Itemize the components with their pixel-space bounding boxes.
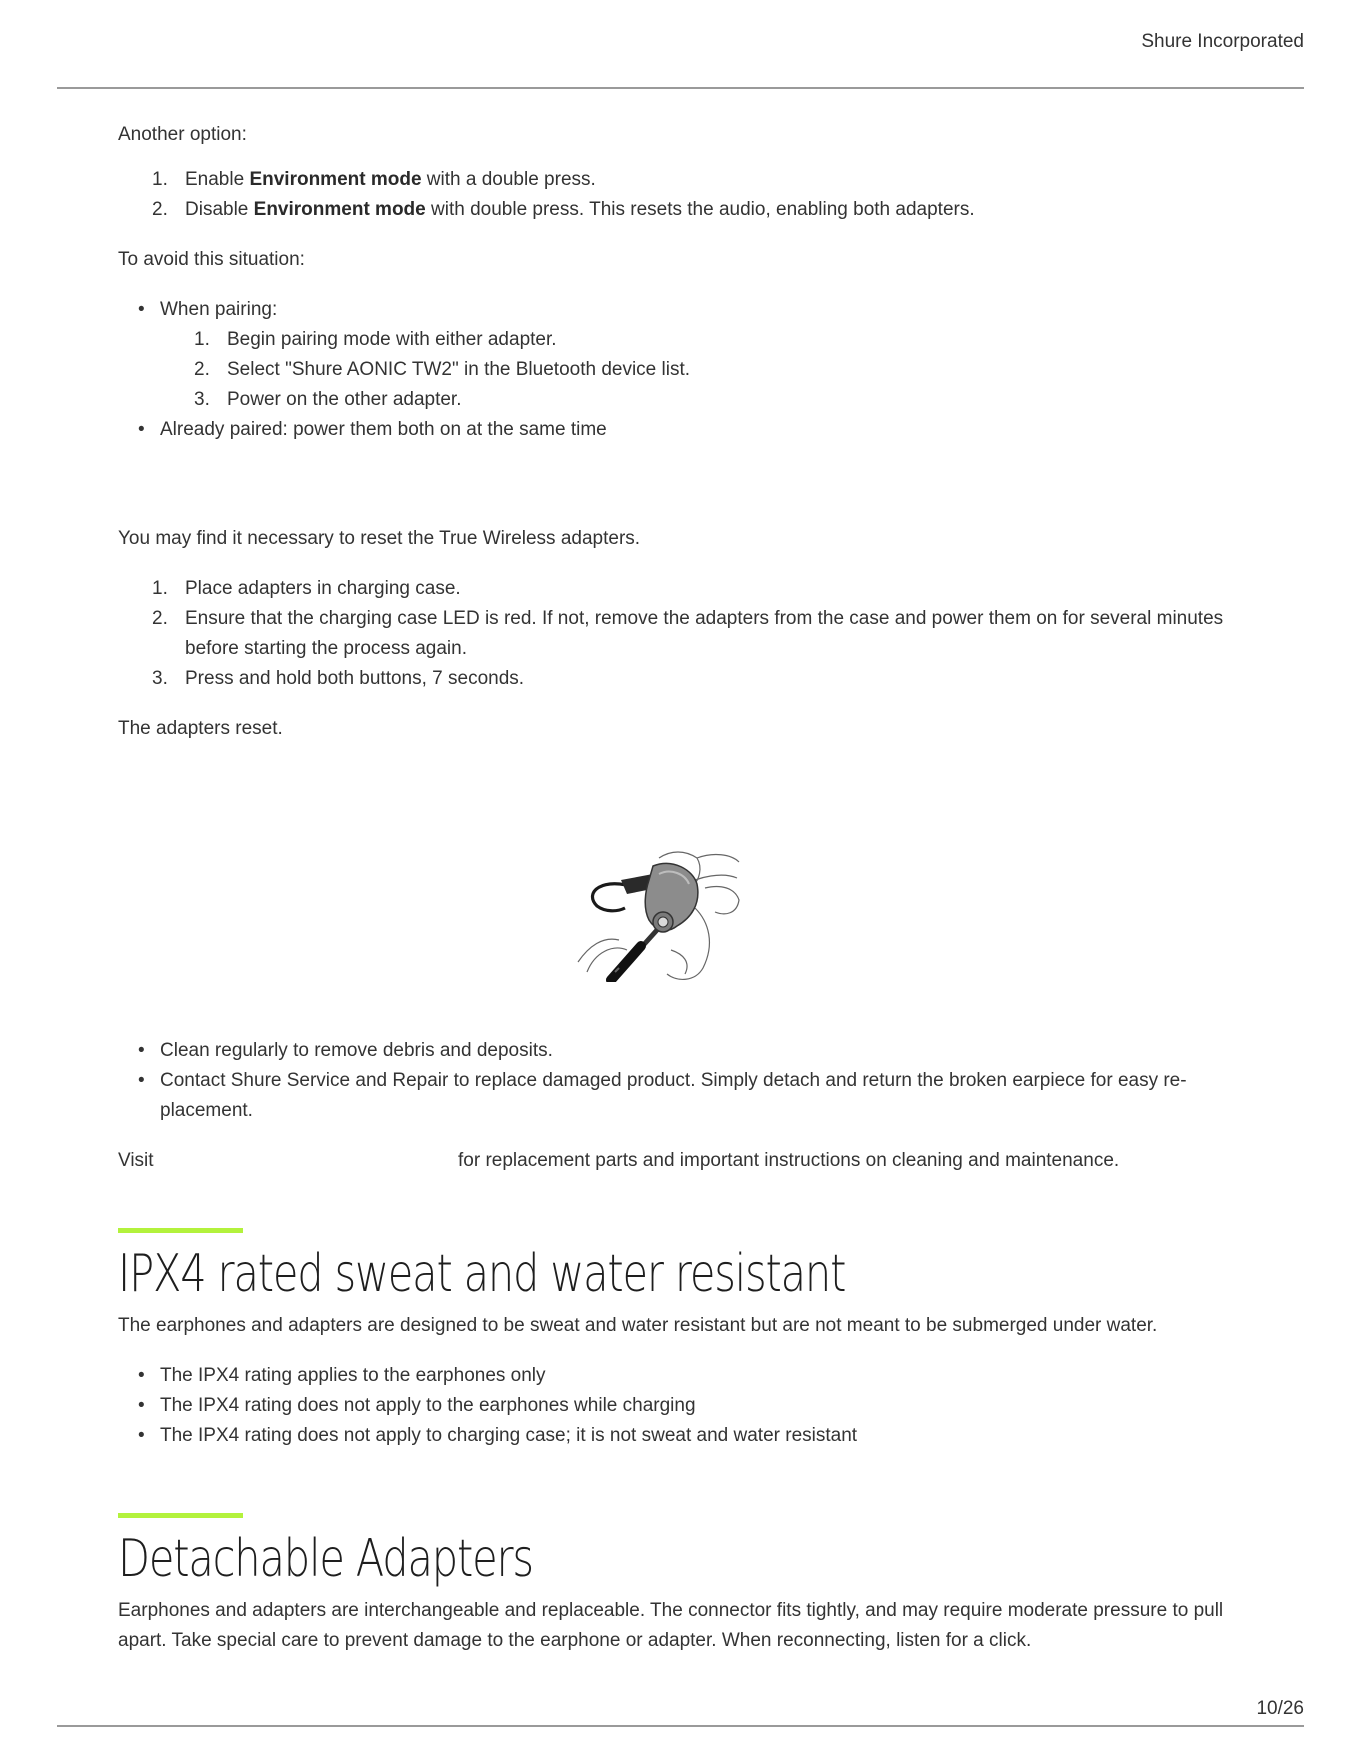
page-number: 10/26 xyxy=(1256,1698,1304,1719)
section-accent-bar xyxy=(118,1513,243,1518)
list-item xyxy=(160,325,1248,355)
step-number: 2. xyxy=(194,359,210,380)
care-list xyxy=(118,1036,1248,1126)
list-item xyxy=(160,355,1248,385)
step-text: Press and hold both buttons, 7 seconds. xyxy=(185,668,525,689)
step-text: Select "Shure AONIC TW2" in the Bluetooth device list. xyxy=(227,359,691,380)
step-text: Disable xyxy=(185,199,254,220)
environment-steps xyxy=(118,165,1248,225)
reset-steps xyxy=(118,574,1248,694)
step-text: Power on the other adapter. xyxy=(227,389,462,410)
list-item xyxy=(118,165,1248,195)
bullet: • xyxy=(138,1070,145,1091)
step-text: Enable xyxy=(185,169,250,190)
bullet: • xyxy=(138,1425,145,1446)
step-text: Begin pairing mode with either adapter. xyxy=(227,329,557,350)
ipx4-text: The IPX4 rating does not apply to the earphones while charging xyxy=(160,1395,696,1416)
step-number: 1. xyxy=(152,169,168,190)
bullet: • xyxy=(138,1395,145,1416)
bullet: • xyxy=(138,419,145,440)
step-text: Place adapters in charging case. xyxy=(185,578,461,599)
visit-line xyxy=(118,1146,1248,1176)
step-text: Ensure that the charging case LED is red. If not, remove the adapters from the case and power them on for several minutes before starting the process again. xyxy=(185,608,1224,659)
list-item xyxy=(118,604,1248,664)
visit-text: Visit xyxy=(118,1150,154,1171)
step-text: with a double press. xyxy=(421,169,596,190)
step-bold: Environment mode xyxy=(249,169,422,190)
list-item xyxy=(118,295,1248,415)
visit-text: for replacement parts and important instructions on cleaning and maintenance. xyxy=(458,1150,1120,1171)
ipx4-list xyxy=(118,1361,1248,1451)
avoid-intro: To avoid this situation: xyxy=(118,249,305,270)
step-number: 2. xyxy=(152,608,168,629)
when-pairing-label: When pairing: xyxy=(160,299,278,320)
reset-intro: You may find it necessary to reset the True Wireless adapters. xyxy=(118,528,641,549)
step-text: with double press. This resets the audio, enabling both adapters. xyxy=(425,199,975,220)
list-item xyxy=(118,195,1248,225)
bullet: • xyxy=(138,1365,145,1386)
section-title-ipx4: IPX4 rated sweat and water resistant xyxy=(118,1244,846,1304)
step-number: 1. xyxy=(152,578,168,599)
list-item xyxy=(118,1036,1248,1066)
list-item xyxy=(118,574,1248,604)
detachable-body: Earphones and adapters are interchangeable and replaceable. The connector fits tightly, and may require moderate pressure to pull apart. Take special care to prevent damage to the earphone or adapter. When reconnecting, listen for a click. xyxy=(118,1600,1224,1651)
earphone-adapter-illustration xyxy=(575,850,740,982)
list-item xyxy=(118,1361,1248,1391)
bullet: • xyxy=(138,1040,145,1061)
bullet: • xyxy=(138,299,145,320)
care-text: Contact Shure Service and Repair to replace damaged product. Simply detach and return the broken earpiece for easy re-placement. xyxy=(160,1070,1187,1121)
reset-result: The adapters reset. xyxy=(118,718,283,739)
already-paired-text: Already paired: power them both on at the same time xyxy=(160,419,607,440)
list-item xyxy=(118,1391,1248,1421)
step-number: 1. xyxy=(194,329,210,350)
section-title-detachable: Detachable Adapters xyxy=(118,1529,533,1589)
page-header xyxy=(57,0,1304,89)
step-bold: Environment mode xyxy=(253,199,426,220)
section-accent-bar xyxy=(118,1228,243,1233)
ipx4-text: The IPX4 rating does not apply to charging case; it is not sweat and water resistant xyxy=(160,1425,858,1446)
another-option-intro: Another option: xyxy=(118,124,247,145)
list-item xyxy=(118,1066,1248,1126)
ipx4-text: The IPX4 rating applies to the earphones only xyxy=(160,1365,546,1386)
company-name: Shure Incorporated xyxy=(1141,31,1304,52)
step-number: 3. xyxy=(152,668,168,689)
list-item xyxy=(118,664,1248,694)
step-number: 3. xyxy=(194,389,210,410)
list-item xyxy=(160,385,1248,415)
list-item xyxy=(118,415,1248,445)
ipx4-body: The earphones and adapters are designed to be sweat and water resistant but are not meant to be submerged under water. xyxy=(118,1315,1158,1336)
care-text: Clean regularly to remove debris and deposits. xyxy=(160,1040,553,1061)
avoid-list xyxy=(118,295,1248,445)
step-number: 2. xyxy=(152,199,168,220)
footer-rule xyxy=(57,1725,1304,1727)
pairing-steps xyxy=(118,325,1248,415)
list-item xyxy=(118,1421,1248,1451)
